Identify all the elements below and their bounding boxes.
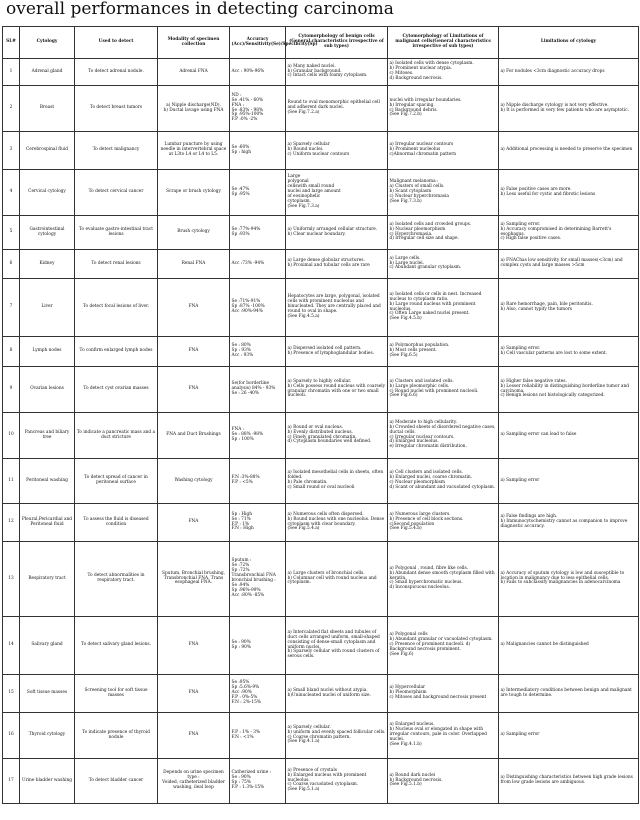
cell-accuracy: Catherized urine : Se : 90% Sp : 75% F.P : 1.3%-15%	[230, 759, 286, 804]
cell-accuracy: Sputum : Se :72% Sp :72% Transbronchial FNA bronchial brushing : Se :94% Sp :96%-99% Acc :80% -85%	[230, 542, 286, 617]
cell-sl: 6	[3, 250, 20, 279]
cell-cytology: Lymph nodes	[20, 337, 75, 367]
cell-malignant: a) Isolated cells with dense cytoplasm. b) Prominent nuclear atypia. c) Mitoses. d) Background necrosis.	[388, 59, 499, 86]
cell-cytology: Cervical cytology	[20, 170, 75, 216]
cell-limitations: a) Nipple discharge cytology is not very effective. b) It is performed in very few patients who are asymptotic.	[499, 86, 639, 132]
cell-sl: 1	[3, 59, 20, 86]
cell-limitations: a) Rare hemorrhage, pain, bile peritonitis. b) Also, cannot typify the tumors	[499, 279, 639, 337]
cell-malignant: a) Enlarged nucleus. b) Nucleus oval or elongated in shape with irregular contours, pale in color. Overlapped nuclei. (See Fig.4.1.b)	[388, 713, 499, 759]
cell-modality: Adrenal FNA	[158, 59, 230, 86]
cell-modality: FNA	[158, 675, 230, 713]
table-row	[3, 617, 639, 675]
cell-cytology: Thyroid cytology	[20, 713, 75, 759]
cell-modality: FNA	[158, 617, 230, 675]
cell-limitations: a) Sampling error	[499, 459, 639, 504]
cell-sl: 13	[3, 542, 20, 617]
cell-cytology: Urine bladder washing	[20, 759, 75, 804]
table-row	[3, 504, 639, 542]
cell-used-to-detect: To confirm enlarged lymph nodes	[75, 337, 158, 367]
cell-used-to-detect: To detect breast tumors	[75, 86, 158, 132]
cell-modality: FNA and Duct Brushings	[158, 413, 230, 459]
table-header-row	[3, 27, 639, 59]
cell-accuracy: Acc :73% -94%	[230, 250, 286, 279]
table-row	[3, 250, 639, 279]
table-row	[3, 413, 639, 459]
cell-sl: 8	[3, 337, 20, 367]
cell-cytology: Adrenal gland	[20, 59, 75, 86]
cell-limitations: a) Malignancies cannot be distinguished	[499, 617, 639, 675]
table-row	[3, 86, 639, 132]
cell-benign: a) Large clusters of bronchial cells. b) Columnar cell with round nucleus and cytoplasm.	[286, 542, 388, 617]
cell-cytology: Salivary gland	[20, 617, 75, 675]
cell-used-to-detect: To detect focal lesions of liver.	[75, 279, 158, 337]
cell-benign: a) Dispersed isolated cell pattern. b) Presence of lymphoglandular bodies.	[286, 337, 388, 367]
cell-used-to-detect: To detect cyst ovarian masses	[75, 367, 158, 413]
cell-modality: FNA	[158, 337, 230, 367]
table-body	[3, 59, 639, 804]
cell-used-to-detect: To assess the fluid is diseased condition	[75, 504, 158, 542]
cell-benign: a) Isolated mesothelial cells in sheets, often folded. b) Pale chromatin. c) Small round or oval nucleoli	[286, 459, 388, 504]
cell-accuracy: FNA : Se : 88% -98% Sp : 100%	[230, 413, 286, 459]
cell-modality: Sputum, Bronchial brushing, Transbronchial FNA, Trans esophageal FNA.	[158, 542, 230, 617]
cell-benign: a) Numerous cells often dispersed. b) Round nucleus with one nucleolus. Dense cytoplasm with clear boundary. (See Fig.5.4.a)	[286, 504, 388, 542]
cell-sl: 3	[3, 132, 20, 170]
cell-cytology: Gastrointestinal cytology	[20, 216, 75, 250]
cell-malignant: a) Clusters and isolated cells. b) Large pleomorphic cells. c) Round nuclei with prominent nucleoli. (See Fig.6.6)	[388, 367, 499, 413]
table-row	[3, 170, 639, 216]
cell-sl: 17	[3, 759, 20, 804]
cell-malignant: a) Numerous large clusters. b) Presence of cell block sections. c)Second population (See Fig.5.4.b)	[388, 504, 499, 542]
header-sl: SL#	[3, 27, 20, 59]
cell-sl: 15	[3, 675, 20, 713]
table-row	[3, 367, 639, 413]
cell-limitations: a) Sampling error	[499, 713, 639, 759]
header-malignant: Cytomorphology of Limitations of malignant cells(General characteristics irrespective of sub types)	[388, 27, 499, 59]
cell-modality: Brush cytology	[158, 216, 230, 250]
cell-used-to-detect: To detect adrenal nodule.	[75, 59, 158, 86]
cell-cytology: Kidney	[20, 250, 75, 279]
cell-used-to-detect: To detect abnormalities in respiratory tract.	[75, 542, 158, 617]
table-row	[3, 279, 639, 337]
cell-sl: 16	[3, 713, 20, 759]
cell-used-to-detect: To detect renal lesions	[75, 250, 158, 279]
cell-sl: 5	[3, 216, 20, 250]
cell-cytology: Breast	[20, 86, 75, 132]
cell-limitations: a) Distinguishing characteristics between high grade lesions from low grade lesions are ambiguous.	[499, 759, 639, 804]
cell-sl: 10	[3, 413, 20, 459]
cell-modality: FNA	[158, 504, 230, 542]
cell-benign: a) Many naked nuclei. b) Granular background. c) Intact cells with foamy cytoplasm.	[286, 59, 388, 86]
cell-accuracy: Se(for borderline analysis) 84% - 93% Se : 26 -40%	[230, 367, 286, 413]
cell-benign: a) Large dense globular structures. b) Proximal and tubular cells are rare	[286, 250, 388, 279]
cell-benign: a) Uniformly arranged cellular structure. b) Clear nuclear boundary.	[286, 216, 388, 250]
cell-sl: 2	[3, 86, 20, 132]
table-row	[3, 542, 639, 617]
header-modality: Modality of specimen collection	[158, 27, 230, 59]
cell-used-to-detect: To detect cervical cancer	[75, 170, 158, 216]
table-row	[3, 713, 639, 759]
cell-benign: a) Sparsely cellular. b) uniform and evenly spaced follicular cells. c) Coarse chromatin pattern. (See Fig.4.1.a)	[286, 713, 388, 759]
cell-malignant: a) Polygonal , round, fibre like cells. b) Abundant dense smooth cytoplasm filled with keratin. c) Small hyperchromatic nucleus. d) Inconspicuous nucleolus.	[388, 542, 499, 617]
cell-malignant: a) Moderate to high cellularity. b) Crowded sheets of disordered negative cases, ductal cells. c) Irregular nuclear contours. d) Enlarged nucleolus. e) Irregular chromatin distribution.	[388, 413, 499, 459]
cell-modality: Scrape or brush cytology	[158, 170, 230, 216]
cell-used-to-detect: To detect malignancy	[75, 132, 158, 170]
cell-limitations: a) Accuracy of sputum cytology is low and susceptible to location in malignancy due to less epithelial cells. b) Fails to subclassify malignancies in adenocarcinoma	[499, 542, 639, 617]
header-used-to-detect: Used to detect	[75, 27, 158, 59]
cell-malignant: Malignant melanoma : a) Clusters of small cells. b) Scant cytoplasm c) Nuclear hyperchromasia (See Fig.7.3.b)	[388, 170, 499, 216]
cell-modality: Renal FNA	[158, 250, 230, 279]
cell-cytology: Pleural,Pericardial and Peritoneal fluid	[20, 504, 75, 542]
cell-malignant: a) Polymorphus population. b) Most cells present. (See Fig.6.5)	[388, 337, 499, 367]
cell-limitations: a) Sampling error. b) Cell vascular patterns are lost to some extent.	[499, 337, 639, 367]
cell-malignant: a) Polygonal cells b) Abundant granular or vacuolated cytoplasm. c) Presence of prominent nucleoli. d) Background necrosis prominent. (See Fig.6)	[388, 617, 499, 675]
cell-cytology: Ovarian lesions	[20, 367, 75, 413]
cell-accuracy: Se :71%-91% Sp :87% -100% Acc :90%-94%	[230, 279, 286, 337]
cell-benign: a) Intercalated flat sheets and tubules of duct cells arranged uniform, small-shaped consisting of dense-small cytoplasm and uniform nuclei. b) Sparsely cellular with round clusters of serous cells.	[286, 617, 388, 675]
cell-used-to-detect: To detect salivary gland lesions.	[75, 617, 158, 675]
table-row	[3, 759, 639, 804]
header-cytology: Cytology	[20, 27, 75, 59]
cell-modality: FNA	[158, 367, 230, 413]
cell-sl: 12	[3, 504, 20, 542]
cell-used-to-detect: To detect spread of cancer in peritoneal surface	[75, 459, 158, 504]
cell-accuracy: Se :60% Sp : high	[230, 132, 286, 170]
cell-cytology: Soft tissue masses	[20, 675, 75, 713]
cell-accuracy: Se : 80% Sp : 93% Acc : 93%	[230, 337, 286, 367]
cell-cytology: Cerebrospinal fluid	[20, 132, 75, 170]
cell-limitations: a) Additional processing is needed to preserve the specimen	[499, 132, 639, 170]
cell-limitations: a) Intermediatory conditions between benign and malignant are tough to determine.	[499, 675, 639, 713]
header-benign: Cytomorphology of benign cells (General characteristics irrespective of sub types)	[286, 27, 388, 59]
cell-benign: Hepatocytes are large, polygonal, isolated cells with prominent nucleolus and binucleated. They are centrally placed and round to oval in shape. (See Fig.4.5.a)	[286, 279, 388, 337]
cell-malignant: a) Large cells. b) Large nuclei. c) Abundant granular cytoplasm.	[388, 250, 499, 279]
cell-modality: a) Nipple discharge(ND). b) Ductal lavage using FNA	[158, 86, 230, 132]
cell-limitations: a) False findings are high. b) Immunocytochemistry cannot as companion to improve diagnostic accuracy.	[499, 504, 639, 542]
header-limitations: Limitations of cytology	[499, 27, 639, 59]
cell-accuracy: F.P : 1% - 3% F.N : <1%	[230, 713, 286, 759]
cell-modality: FNA	[158, 279, 230, 337]
cell-used-to-detect: Screening tool for soft tissue masses	[75, 675, 158, 713]
cell-benign: a) Sparsely cellular b) Round nuclei. c) Uniform nuclear contours	[286, 132, 388, 170]
cell-limitations: a) Higher false negative rates. b) Lesser reliability in distinguishing borderline tumor and carcinoma. c) Benign lesions not histologically categorized.	[499, 367, 639, 413]
cell-sl: 14	[3, 617, 20, 675]
header-accuracy: Accuracy (Acc)/Sensitivity(Se)/Specificity(Sp)	[230, 27, 286, 59]
cell-accuracy: Acc : 90%-96%	[230, 59, 286, 86]
cell-sl: 9	[3, 367, 20, 413]
cell-sl: 4	[3, 170, 20, 216]
cell-cytology: Liver	[20, 279, 75, 337]
cell-used-to-detect: To indicate presence of thyroid nodule	[75, 713, 158, 759]
table-row	[3, 675, 639, 713]
table-row	[3, 132, 639, 170]
cell-benign: a) Sparsely to highly cellular. b) Cells possess round nucleus with coarsely granular chromatin with one or two small nucleoli.	[286, 367, 388, 413]
cell-limitations: a) Sampling error can lead to false	[499, 413, 639, 459]
cell-accuracy: Se : 90% Sp : 90%	[230, 617, 286, 675]
cell-accuracy: Se :95% Sp :5.6%-9% Acc :90% F.P : 0%-5% F.N : 2%-15%	[230, 675, 286, 713]
page-title: overall performances in detecting carcinoma	[6, 0, 394, 19]
cell-malignant: a) Round dark nuclei b) Background necrosis. (See Fig.5.1.b)	[388, 759, 499, 804]
cell-benign: a) Small bland nuclei without atypia. b)Uninucleated nuclei of uniform size.	[286, 675, 388, 713]
cell-used-to-detect: To detect bladder cancer	[75, 759, 158, 804]
table-row	[3, 216, 639, 250]
cell-used-to-detect: To evaluate gastro-intestinal tract lesions	[75, 216, 158, 250]
cell-benign: a) Round or oval nucleus. b) Evenly distributed nucleus. c) Finely granulated chromatin. d) Cytoplasm boundaries well defined.	[286, 413, 388, 459]
cell-accuracy: Se :47% Sp :95%	[230, 170, 286, 216]
cell-malignant: a) Isolated cells or cells in nest. Increased nucleus to cytoplasm ratio. b) Large round nucleus with prominent nucleolus. c) Often Large naked nuclei present. (See Fig.4.5.b)	[388, 279, 499, 337]
cell-sl: 11	[3, 459, 20, 504]
cell-benign: Large polygonal cellswith small round nuclei and large amount of eosinophelic cytoplasm. (See Fig.7.3.a)	[286, 170, 388, 216]
cell-benign: a) Presence of crystals b) Enlarged nucleus with prominent nucleolus. c) Coarse,vacuolated cytoplasm. (See Fig.5.1.a)	[286, 759, 388, 804]
cell-malignant: a) Cell clusters and isolated cells. b) Enlarged nuclei, coarse chromatin. c) Nuclear pleomorphism d) Scant or abundant and vacuolated cytoplasm.	[388, 459, 499, 504]
cell-sl: 7	[3, 279, 20, 337]
cell-accuracy: Se :77%-94% Sp :93%	[230, 216, 286, 250]
cell-accuracy: Sp : High Se : 71% F.P : 1% F.N : High	[230, 504, 286, 542]
cell-limitations: a) For nodules <3cm diagnostic accuracy drops	[499, 59, 639, 86]
cell-cytology: Pancreas and biliary tree	[20, 413, 75, 459]
cell-modality: Lumbar puncture by using needle in intervertebral space at L3to L4 or L4 to L5.	[158, 132, 230, 170]
cell-cytology: Respiratory tract	[20, 542, 75, 617]
cell-limitations: a) False positive cases are more. b) Less useful for cystic and fibrotic lesions	[499, 170, 639, 216]
cell-malignant: a) Irregular nuclear contours b) Prominent nucleolus c)Abnormal chromatin pattern	[388, 132, 499, 170]
table-row	[3, 59, 639, 86]
cell-limitations: a) FNAChas low sensitivity for small masses(<3cm) and complex cysts and large masses >5cm	[499, 250, 639, 279]
cell-modality: Depends on urine specimen type : Voided, catheterized bladder washing, ileal loop	[158, 759, 230, 804]
cell-accuracy: F.N :3%-88% F.P : <5%	[230, 459, 286, 504]
cytology-table	[2, 26, 639, 804]
cell-limitations: a) Sampling error. b) Accuracy compromised in determining Barrett's esophagus. c) High false positive cases.	[499, 216, 639, 250]
cell-cytology: Peritoneal washing	[20, 459, 75, 504]
cell-malignant: a) Isolated cells and crowded groups. b) Nuclear pleomorphism c) Hyperchromasia. d) Irregular cell size and shape.	[388, 216, 499, 250]
cell-modality: FNA	[158, 713, 230, 759]
cell-malignant: a) Hypercellular b) Pleomorphism c) Mitoses and background necrosis present	[388, 675, 499, 713]
cell-malignant: nuclei with irregular boundaries. b) Irregular spacing. c) Background debris. (See Fig.7.2.b)	[388, 86, 499, 132]
cell-accuracy: ND : Se :41% - 60% FNA : Se :83% - 98% Sp :95%-100% F.P :0% -2%	[230, 86, 286, 132]
cell-modality: Washing cytology	[158, 459, 230, 504]
table-row	[3, 337, 639, 367]
cell-used-to-detect: To indicate a pancreatic mass and a duct stricture	[75, 413, 158, 459]
table-row	[3, 459, 639, 504]
cell-benign: Round to oval monomorphic epithelial cell and adherent dark nuclei. (See Fig.7.2.a)	[286, 86, 388, 132]
